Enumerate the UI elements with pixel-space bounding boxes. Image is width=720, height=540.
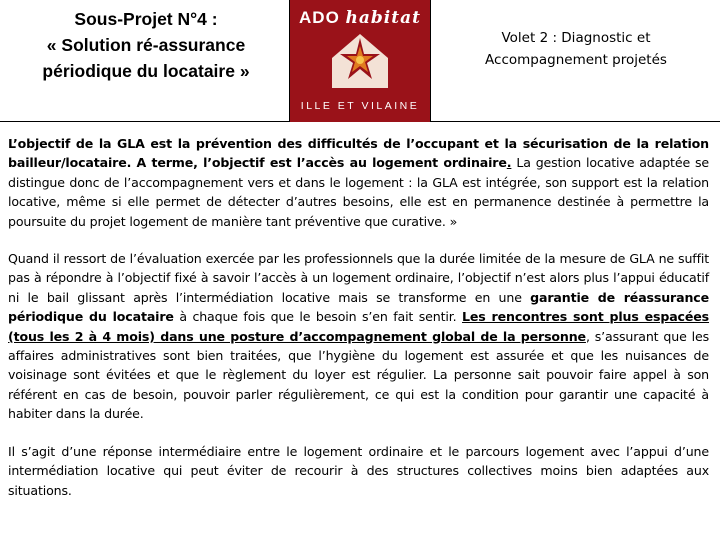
p2-part-c: à chaque fois que le besoin s’en fait sentir. — [173, 309, 463, 325]
p1-bold: L’objectif de la GLA est la prévention des difficultés de l’occupant et la sécurisation de la relation bailleur/locataire. A terme, l’objectif est l’accès au logement ordinaire — [8, 136, 709, 171]
volet-line-2: Accompagnement projetés — [485, 52, 667, 68]
header — [0, 0, 720, 122]
volet-line-1: Volet 2 : Diagnostic et — [501, 30, 651, 46]
logo-brand — [290, 8, 430, 28]
title-line-1: Sous-Projet N°4 : — [74, 9, 218, 29]
p2-part-a: Quand il ressort de l’évaluation exercée par les professionnels que la durée limitée de la mesure de GLA ne suffit pas à répondre à l’objectif fixé à savoir l’accès à un logement ordinaire, l’objectif n’est alors plus l’appui éducatif ni le bail glissant après l’intermédiation locative mais se transforme en une — [8, 251, 709, 305]
logo-brand-ado: ADO — [299, 8, 340, 27]
p2-bold-garantie: garantie de réassurance périodique du locataire — [8, 289, 709, 325]
p2-bold-rencontres: Les rencontres sont plus espacées (tous les 2 à 4 mois) dans une posture d’accompagnement global de la personne — [8, 309, 710, 344]
title-box — [0, 0, 290, 122]
logo-subtitle: ILLE ET VILAINE — [300, 100, 420, 112]
volet-box — [430, 0, 720, 122]
p1-rest: La gestion locative adaptée se distingue donc de l’accompagnement vers et dans le logement : la GLA est intégrée, son support est la relation locative, même si elle permet de détecter d’autres besoins, elle est en permanence destinée à permettre la poursuite du projet logement de manière tant préventive que curative. » — [8, 155, 709, 229]
paragraph-2 — [8, 249, 709, 424]
house-star-icon — [330, 32, 390, 90]
volet-label — [437, 27, 715, 71]
page-title — [8, 6, 284, 84]
ado-habitat-logo — [290, 0, 430, 122]
logo-brand-habitat: habitat — [345, 8, 421, 28]
p1-bold-underline: . — [506, 155, 512, 171]
title-line-3: périodique du locataire » — [42, 61, 250, 81]
paragraph-1 — [8, 134, 709, 231]
paragraph-3: Il s’agit d’une réponse intermédiaire entre le logement ordinaire et le parcours logement avec l’appui d’une intermédiation locative qui peut éviter de recourir à des structures collectives moins bien adaptées aux situations. — [8, 443, 709, 498]
body-text — [8, 134, 709, 500]
title-line-2: « Solution ré-assurance — [46, 35, 246, 55]
p2-part-e: , s’assurant que les affaires administratives sont bien traitées, que l’hygiène du logement est assurée et que les nuisances de voisinage sont évitées et que le règlement du loyer est régulier. La personne sait pouvoir faire appel à son référent en cas de besoin, pouvoir parler régulièrement, ce qui est la condition pour garantir une capacité à habiter dans la durée. — [8, 328, 709, 422]
